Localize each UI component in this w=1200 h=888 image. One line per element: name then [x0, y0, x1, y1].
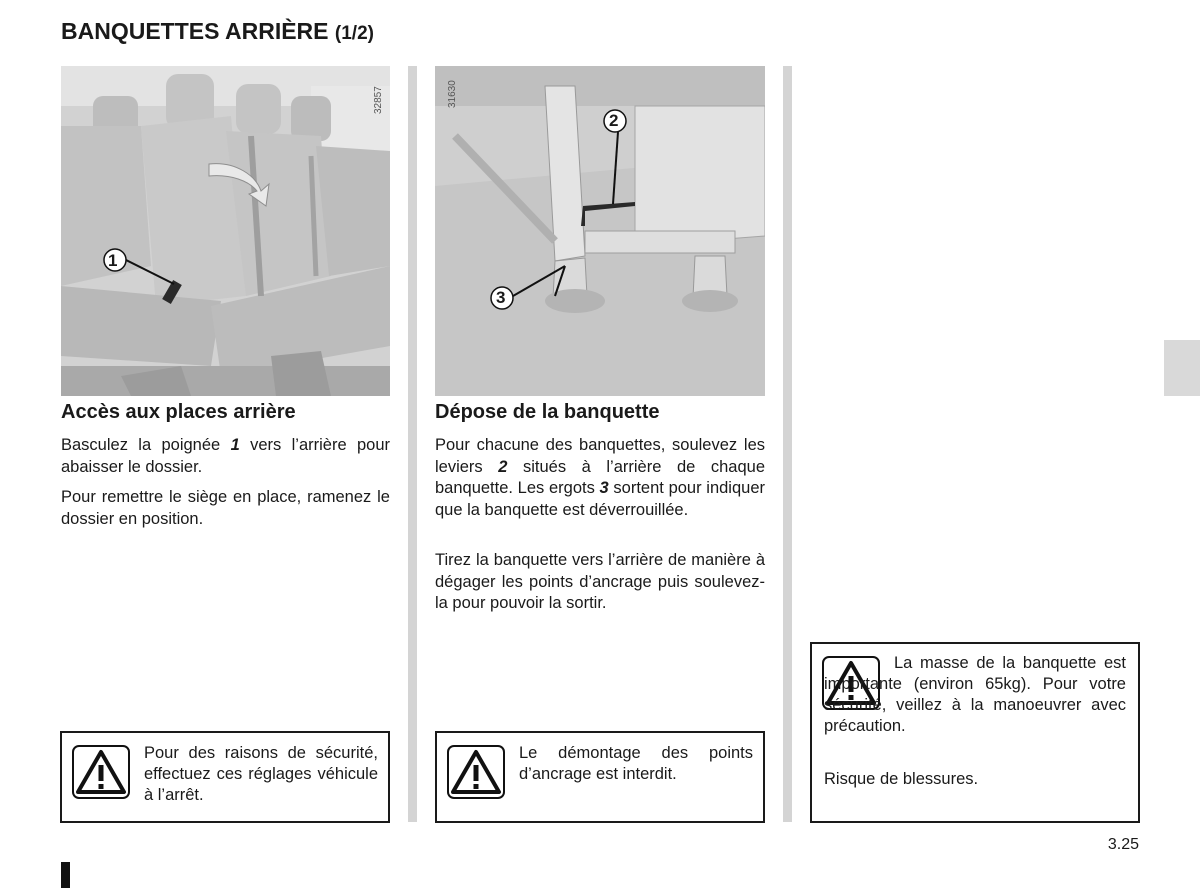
text-fragment: Basculez la poignée [61, 436, 231, 454]
callout-1-label: 1 [108, 251, 118, 270]
column-divider-1 [408, 66, 417, 822]
text-fragment: Pour chacune des banquettes, soulevez les leviers [435, 436, 765, 476]
text-fragment: vers l’arrière pour abaisser le dossier. [61, 436, 390, 476]
callout-2-label: 2 [609, 111, 619, 130]
warning-box-anchors [435, 731, 765, 823]
paragraph-fold-seat [61, 435, 390, 478]
seat-anchor-illustration [435, 66, 765, 396]
text-fragment: situés à l’arrière de chaque banquette. Les ergots [435, 457, 766, 497]
page-title-text: BANQUETTES ARRIÈRE [61, 18, 329, 44]
warning-text-weight: La masse de la banquette est importante (environ 65kg). Pour votre sécurité, veillez à la manoeuvrer avec précaution. [824, 654, 1126, 735]
rear-seat-photo [61, 66, 390, 396]
seat-anchor-photo [435, 66, 765, 396]
warning-triangle-icon [447, 745, 505, 799]
reference-number: 2 [498, 457, 508, 476]
paragraph-pull-seat: Tirez la banquette vers l’arrière de manière à dégager les points d’ancrage puis soulevez-la pour pouvoir la sortir. [435, 551, 765, 612]
warning-text-anchors: Le démontage des points d’ancrage est interdit. [519, 744, 753, 783]
rear-seat-illustration [61, 66, 390, 396]
chapter-tab [1164, 340, 1200, 396]
warning-box-safety [60, 731, 390, 823]
section-heading-access: Accès aux places arrière [61, 401, 296, 423]
page-corner-mark [61, 862, 70, 888]
column-divider-2 [783, 66, 792, 822]
photo-reference-code: 31630 [447, 80, 458, 108]
paragraph-restore-seat: Pour remettre le siège en place, ramenez le dossier en position. [61, 488, 390, 528]
warning-triangle-icon [72, 745, 130, 799]
reference-number: 3 [599, 479, 609, 497]
paragraph-lift-levers [435, 435, 765, 521]
callout-3-label: 3 [496, 288, 506, 307]
section-heading-removal: Dépose de la banquette [435, 401, 660, 423]
reference-number: 1 [230, 436, 240, 454]
text-fragment: sortent pour indiquer que la banquette est déverrouillée. [435, 479, 765, 519]
warning-text-injury: Risque de blessures. [824, 770, 979, 788]
page-title [61, 18, 374, 45]
warning-box-weight [810, 642, 1140, 823]
warning-text-safety: Pour des raisons de sécurité, effectuez ces réglages véhicule à l’arrêt. [144, 744, 378, 804]
page-number: 3.25 [1107, 836, 1139, 853]
page-title-part: (1/2) [334, 23, 374, 44]
photo-reference-code: 32857 [373, 86, 384, 114]
